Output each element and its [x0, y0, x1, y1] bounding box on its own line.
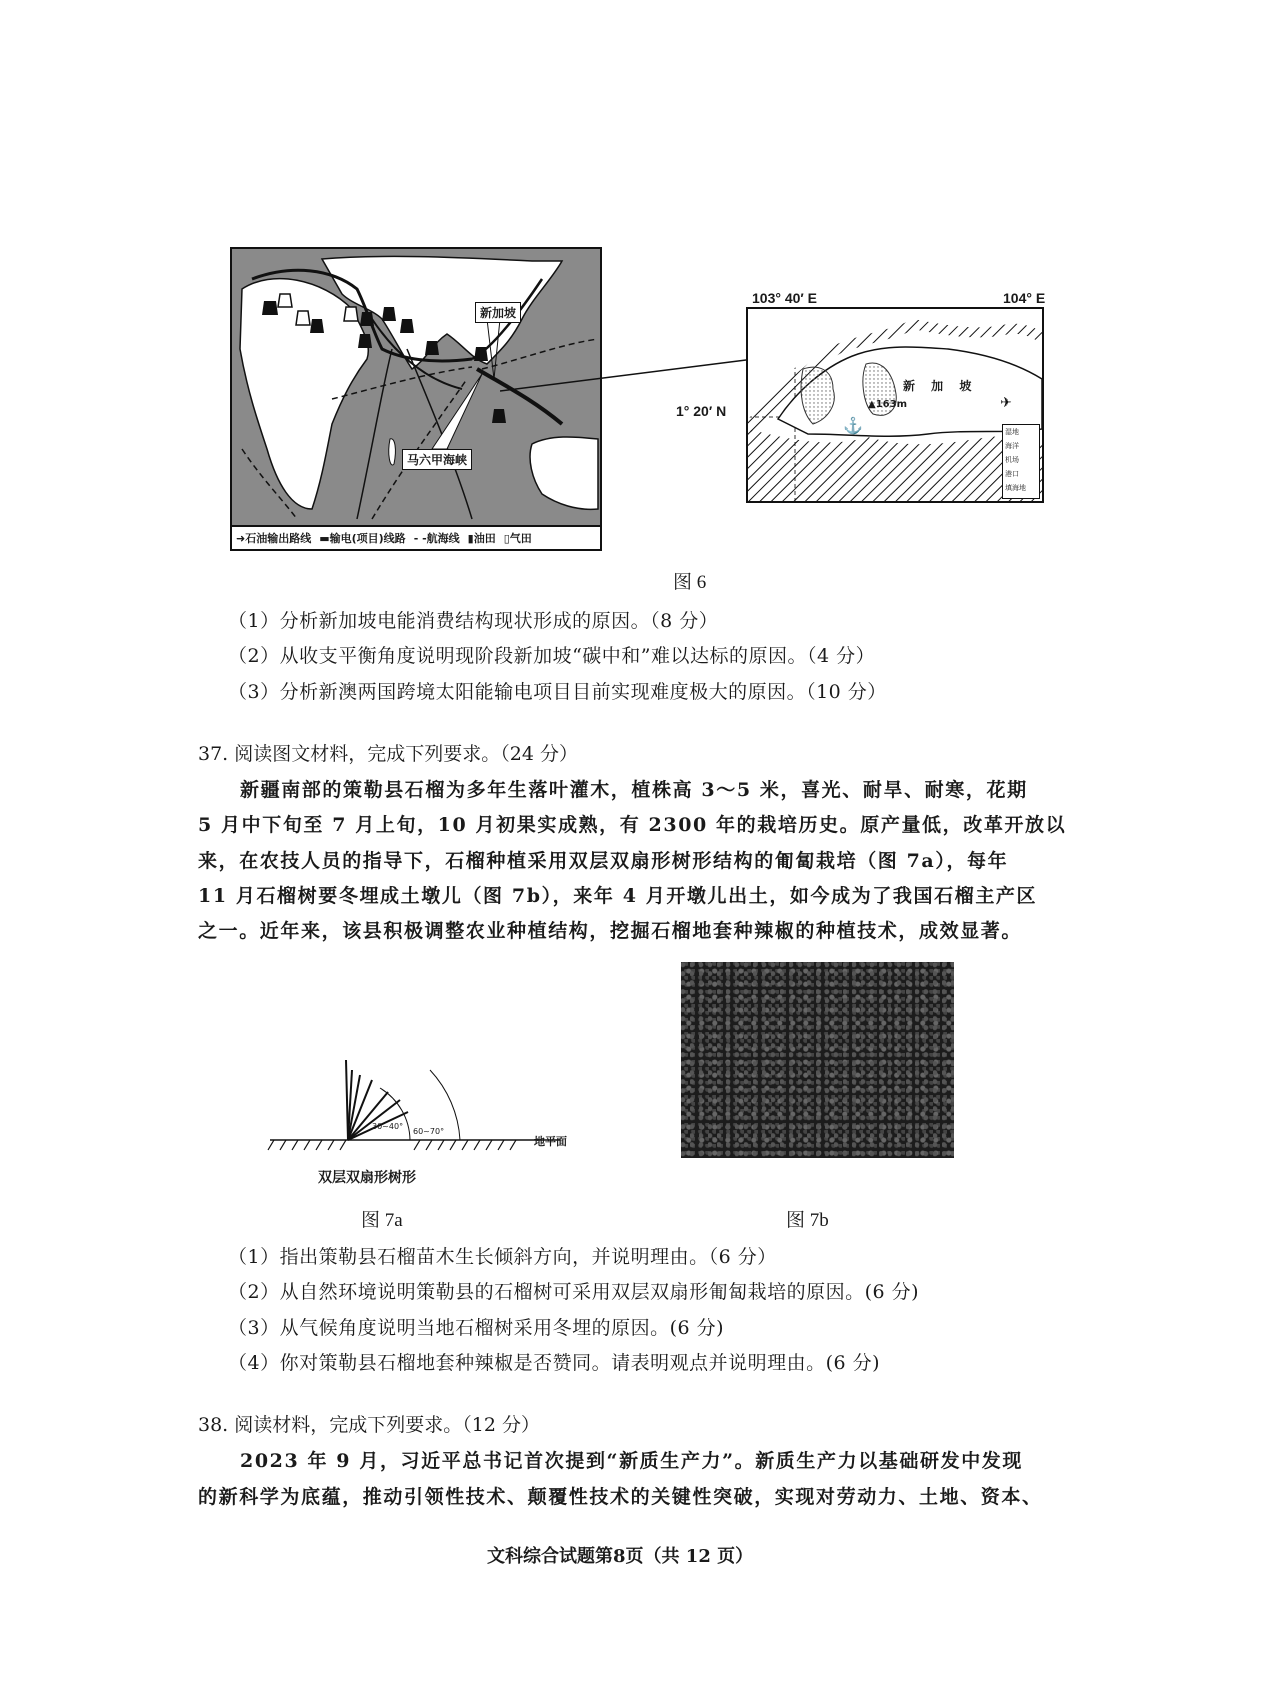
landmass-madagascar	[389, 439, 396, 465]
gas-field-icon	[344, 307, 358, 321]
oil-field-icon	[400, 319, 414, 333]
angle-inner-label: 30~40°	[372, 1122, 404, 1131]
q37-paragraph-line: 5 月中下旬至 7 月上旬，10 月初果实成熟，有 2300 年的栽培历史。原产量低，改革开放以	[198, 814, 1067, 836]
q38-paragraph-line: 2023 年 9 月，习近平总书记首次提到“新质生产力”。新质生产力以基础研发中发现	[240, 1450, 1024, 1472]
arrow-line-icon: ➜	[236, 532, 246, 545]
q37-paragraph-line: 新疆南部的策勒县石榴为多年生落叶灌木，植株高 3～5 米，喜光、耐旱、耐寒，花期	[240, 779, 1028, 801]
oil-field-icon	[310, 319, 324, 333]
legend-sea: 海洋	[1005, 442, 1019, 450]
figure-6-caption: 图 6	[673, 572, 707, 593]
tree-shape-label: 双层双扇形树形	[318, 1170, 416, 1186]
legend-airport: 机场	[1005, 456, 1019, 464]
q37-subquestion-2: （2）从自然环境说明策勒县的石榴树可采用双层双扇形匍匐栽培的原因。(6 分)	[228, 1281, 920, 1303]
route-line	[357, 349, 392, 519]
branch-line	[348, 1092, 388, 1140]
legend-item: ▯气田	[503, 532, 532, 545]
legend-wetland: 湿地	[1005, 428, 1019, 436]
landmass-australia	[530, 437, 598, 509]
thick-line-icon: ▬	[319, 532, 330, 545]
malacca-strait-callout: 马六甲海峡	[402, 449, 472, 470]
legend-reclaimed-land: 填海地	[1005, 484, 1026, 492]
oil-field-icon	[492, 409, 506, 423]
world-map	[230, 247, 602, 551]
sea-area	[748, 429, 1042, 501]
ground-hatching	[268, 1140, 516, 1150]
legend-port: 港口	[1005, 470, 1019, 478]
q38-paragraph-line: 的新科学为底蕴，推动引领性技术、颠覆性技术的关键性突破，实现对劳动力、土地、资本、	[198, 1486, 1043, 1508]
latitude-label: 1° 20′ N	[676, 403, 727, 419]
dashed-line-icon: - -	[413, 532, 427, 545]
q37-subquestion-4: （4）你对策勒县石榴地套种辣椒是否赞同。请表明观点并说明理由。(6 分)	[228, 1352, 881, 1374]
oil-field-icon	[360, 312, 374, 326]
q36-subquestion-1: （1）分析新加坡电能消费结构现状形成的原因。（8 分）	[228, 610, 719, 632]
legend-item: ▮油田	[467, 532, 496, 545]
q37-header: 37. 阅读图文材料，完成下列要求。（24 分）	[198, 743, 578, 765]
legend-item: ➜石油输出路线	[236, 532, 312, 545]
q37-subquestion-3: （3）从气候角度说明当地石榴树采用冬埋的原因。(6 分)	[228, 1317, 725, 1339]
figure-7a-caption: 图 7a	[361, 1210, 403, 1231]
gas-field-icon	[278, 294, 292, 307]
fig7b-buried-pomegranate-photo	[681, 962, 954, 1158]
oil-field-icon	[262, 301, 278, 315]
q37-subquestion-1: （1）指出策勒县石榴苗木生长倾斜方向，并说明理由。（6 分）	[228, 1246, 777, 1268]
q36-subquestion-3: （3）分析新澳两国跨境太阳能输电项目目前实现难度极大的原因。（10 分）	[228, 681, 887, 703]
inset-legend	[1002, 424, 1040, 499]
oil-field-icon	[474, 347, 488, 361]
oil-field-icon	[425, 341, 439, 355]
anchor-icon: ⚓	[843, 416, 863, 435]
airport-icon: ✈	[1000, 395, 1012, 411]
singapore-callout: 新加坡	[475, 302, 521, 323]
legend-item: ▬输电(项目)线路	[319, 532, 406, 545]
map-connector-line	[500, 355, 760, 395]
q37-paragraph-line: 之一。近年来，该县积极调整农业种植结构，挖掘石榴地套种辣椒的种植技术，成效显著。	[198, 920, 1023, 942]
angle-outer-label: 60~70°	[413, 1127, 445, 1136]
oil-field-icon	[382, 307, 396, 321]
q38-header: 38. 阅读材料，完成下列要求。（12 分）	[198, 1414, 540, 1436]
oil-field-icon	[358, 334, 372, 348]
peak-elevation-label: ▲163m	[868, 399, 907, 410]
singapore-inset-map	[746, 307, 1044, 503]
singapore-country-label: 新 加 坡	[903, 379, 978, 393]
q37-paragraph-line: 11 月石榴树要冬埋成土墩儿（图 7b），来年 4 月开墩儿出土，如今成为了我国石榴主产区	[198, 885, 1038, 907]
gas-field-icon	[296, 311, 310, 325]
gas-field-icon: ▯	[503, 532, 510, 545]
page-footer: 文科综合试题第8页（共 12 页）	[487, 1546, 754, 1567]
map-legend	[232, 525, 600, 549]
ground-level-label: 地平面	[534, 1135, 567, 1148]
q36-subquestion-2: （2）从收支平衡角度说明现阶段新加坡“碳中和”难以达标的原因。（4 分）	[228, 645, 876, 667]
legend-item: - -航海线	[413, 532, 460, 545]
oil-field-icon: ▮	[467, 532, 474, 545]
route-line	[407, 349, 472, 519]
figure-7b-caption: 图 7b	[786, 1210, 829, 1231]
longitude-label-left: 103° 40′ E	[752, 290, 818, 306]
q37-paragraph-line: 来，在农技人员的指导下，石榴种植采用双层双扇形树形结构的匍匐栽培（图 7a），每年	[198, 850, 1009, 872]
longitude-label-right: 104° E	[1003, 290, 1046, 306]
